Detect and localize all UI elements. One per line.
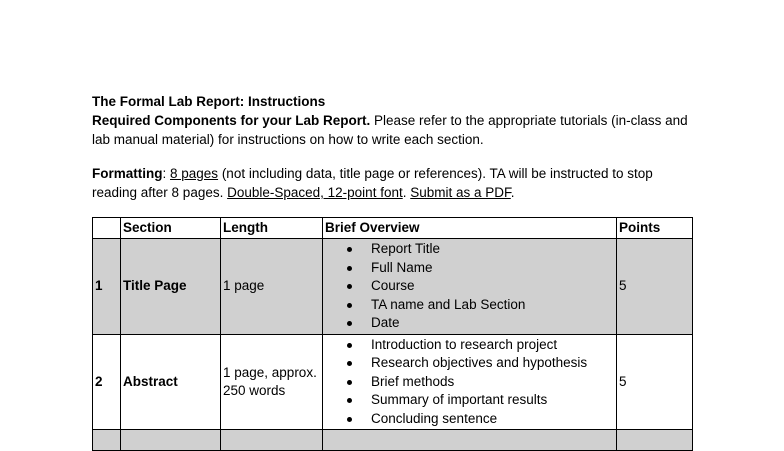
formatting-submit: Submit as a PDF: [410, 185, 511, 200]
row-points: 5: [617, 239, 693, 335]
row-section: [121, 430, 221, 451]
formatting-spacing: Double-Spaced, 12-point font: [227, 185, 403, 200]
row-number: 2: [93, 335, 121, 430]
requirements-table: [92, 217, 693, 451]
table-row: [93, 335, 693, 430]
row-section: Title Page: [121, 239, 221, 335]
header-number: [93, 218, 121, 239]
formatting-text: (not including data, title page or references). TA will be instructed to stop reading after 8 pages.: [92, 166, 653, 200]
overview-list: [325, 336, 616, 429]
overview-item: Concluding sentence: [325, 410, 616, 429]
table-row: [93, 239, 693, 335]
table-row-partial: [93, 430, 693, 451]
row-length: 1 page: [221, 239, 323, 335]
row-overview: [323, 335, 617, 430]
row-overview: [323, 430, 617, 451]
overview-list: [325, 240, 616, 333]
formatting-paragraph: [92, 164, 692, 202]
overview-item: Full Name: [325, 259, 616, 278]
row-section: Abstract: [121, 335, 221, 430]
overview-item: Course: [325, 277, 616, 296]
overview-item: Introduction to research project: [325, 336, 616, 355]
formatting-page-limit: 8 pages: [170, 166, 219, 181]
intro-text: Please refer to the appropriate tutorials (in-class and lab manual material) for instructions on how to write each section.: [92, 113, 688, 147]
overview-item: Date: [325, 314, 616, 333]
header-points: Points: [617, 218, 693, 239]
overview-item: Research objectives and hypothesis: [325, 354, 616, 373]
formatting-period-end: .: [510, 185, 515, 200]
row-points: 5: [617, 335, 693, 430]
formatting-period: .: [402, 185, 411, 200]
table-header-row: [93, 218, 693, 239]
row-length: 1 page, approx. 250 words: [221, 335, 323, 430]
row-points: [617, 430, 693, 451]
overview-item: Report Title: [325, 240, 616, 259]
header-length: Length: [221, 218, 323, 239]
overview-item: TA name and Lab Section: [325, 296, 616, 315]
formatting-label: Formatting: [92, 166, 163, 181]
row-number: [93, 430, 121, 451]
formatting-colon: :: [162, 166, 171, 181]
overview-item: Brief methods: [325, 373, 616, 392]
overview-item: Summary of important results: [325, 391, 616, 410]
intro-paragraph: [92, 112, 692, 149]
row-overview: [323, 239, 617, 335]
document-title: The Formal Lab Report: Instructions: [92, 94, 326, 109]
row-number: 1: [93, 239, 121, 335]
intro-bold-heading: Required Components for your Lab Report.: [92, 113, 371, 128]
header-section: Section: [121, 218, 221, 239]
header-overview: Brief Overview: [323, 218, 617, 239]
row-length: [221, 430, 323, 451]
